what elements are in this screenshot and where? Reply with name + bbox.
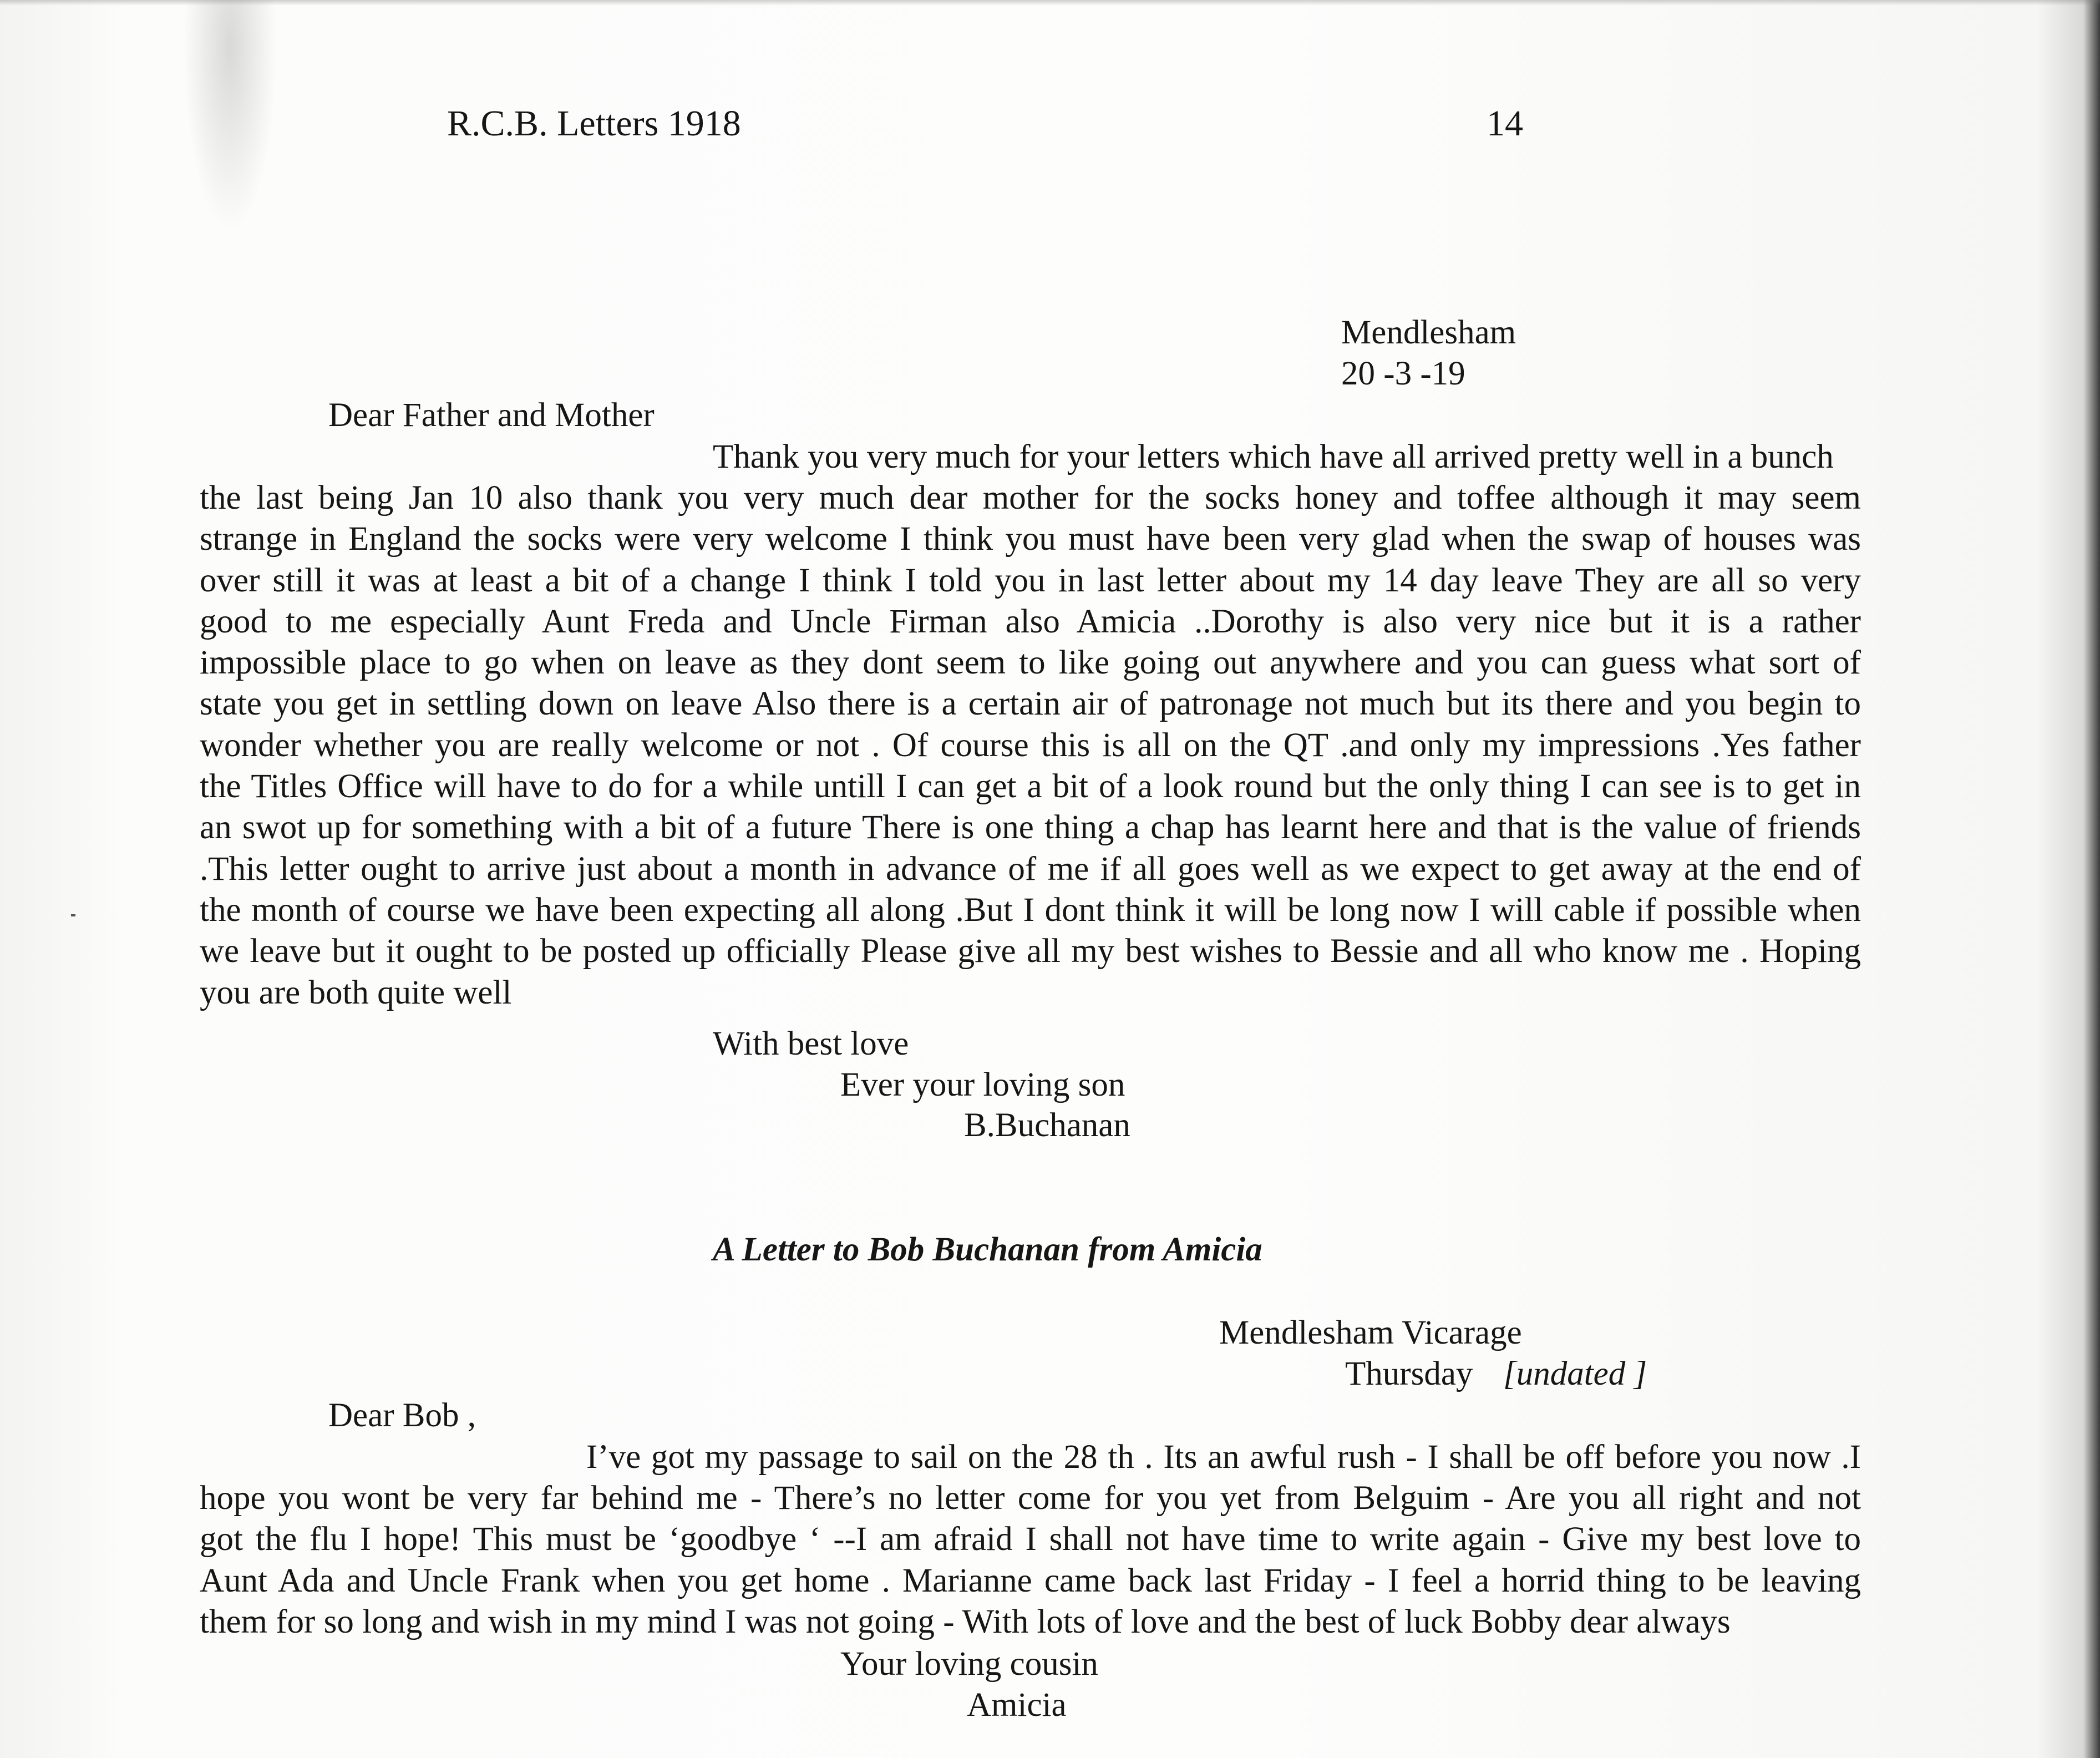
letter2-closing: Your loving cousin [840,1645,1098,1683]
letter1-body-line: the month of course we have been expecting all along .But I dont think it will be long now I will cable if possible when [200,891,1861,929]
letter2-body-line: Aunt Ada and Uncle Frank when you get home . Marianne came back last Friday - I feel a horrid thing to be leaving [200,1562,1861,1599]
scan-edge-shadow [0,0,2100,6]
letter2-day: Thursday [1345,1355,1473,1392]
letter2-body [200,1478,1861,1643]
letter2-signature: Amicia [967,1686,1067,1724]
letter1-body-line: the Titles Office will have to do for a while untill I can get a bit of a look round but the only thing I can see is to get in [200,768,1861,805]
letter1-body [200,478,1861,1014]
scan-smudge [183,0,277,233]
letter1-body-line: impossible place to go when on leave as they dont seem to like going out anywhere and you can guess what sort of [200,644,1861,682]
section-title: A Letter to Bob Buchanan from Amicia [713,1231,1262,1268]
letter1-date: 20 -3 -19 [1341,355,1465,392]
letter1-body-first-line: Thank you very much for your letters which have all arrived pretty well in a bunch [713,438,1834,475]
letter1-body-line: the last being Jan 10 also thank you very much dear mother for the socks honey and toffee although it may seem [200,479,1861,516]
letter1-body-line: state you get in settling down on leave Also there is a certain air of patronage not much but its there and you begin to [200,685,1861,723]
letter1-salutation: Dear Father and Mother [328,397,655,434]
letter2-body-line: them for so long and wish in my mind I was not going - With lots of love and the best of luck Bobby dear always [200,1603,1731,1640]
letter1-body-line: strange in England the socks were very welcome I think you must have been very glad when the swap of houses was [200,520,1861,558]
letter2-body-first-line: I’ve got my passage to sail on the 28 th . Its an awful rush - I shall be off before you now .I [586,1438,1861,1476]
letter1-signature: B.Buchanan [964,1107,1130,1144]
letter1-body-line: an swot up for something with a bit of a future There is one thing a chap has learnt here and that is the value of friends [200,809,1861,847]
scan-speck [71,914,75,916]
letter1-body-line: we leave but it ought to be posted up officially Please give all my best wishes to Bessie and all who know me . Hoping [200,933,1861,970]
letter1-body-line: you are both quite well [200,974,512,1011]
letter2-place: Mendlesham Vicarage [1219,1314,1522,1351]
letter1-place: Mendlesham [1341,314,1516,351]
letter2-body-line: got the flu I hope! This must be ‘goodbye ‘ --I am afraid I shall not have time to write again - Give my best love to [200,1521,1861,1558]
letter2-body-line: hope you wont be very far behind me - There’s no letter come for you yet from Belguim - Are you all right and not [200,1480,1861,1517]
letter1-closing: With best love [713,1025,909,1062]
letter1-closing2: Ever your loving son [840,1066,1125,1103]
letter2-undated-note: [undated ] [1503,1355,1647,1392]
letter1-body-line: wonder whether you are really welcome or not . Of course this is all on the QT .and only my impressions .Yes father [200,726,1861,764]
letter1-body-line: .This letter ought to arrive just about a month in advance of me if all goes well as we expect to get away at the end of [200,850,1861,888]
page-number: 14 [1487,103,1523,144]
letter1-body-line: over still it was at least a bit of a change I think I told you in last letter about my 14 day leave They are all so very [200,561,1861,599]
document-title: R.C.B. Letters 1918 [447,103,741,144]
letter1-body-line: good to me especially Aunt Freda and Uncle Firman also Amicia ..Dorothy is also very nice but it is a rather [200,602,1861,640]
letter2-salutation: Dear Bob , [328,1397,476,1434]
